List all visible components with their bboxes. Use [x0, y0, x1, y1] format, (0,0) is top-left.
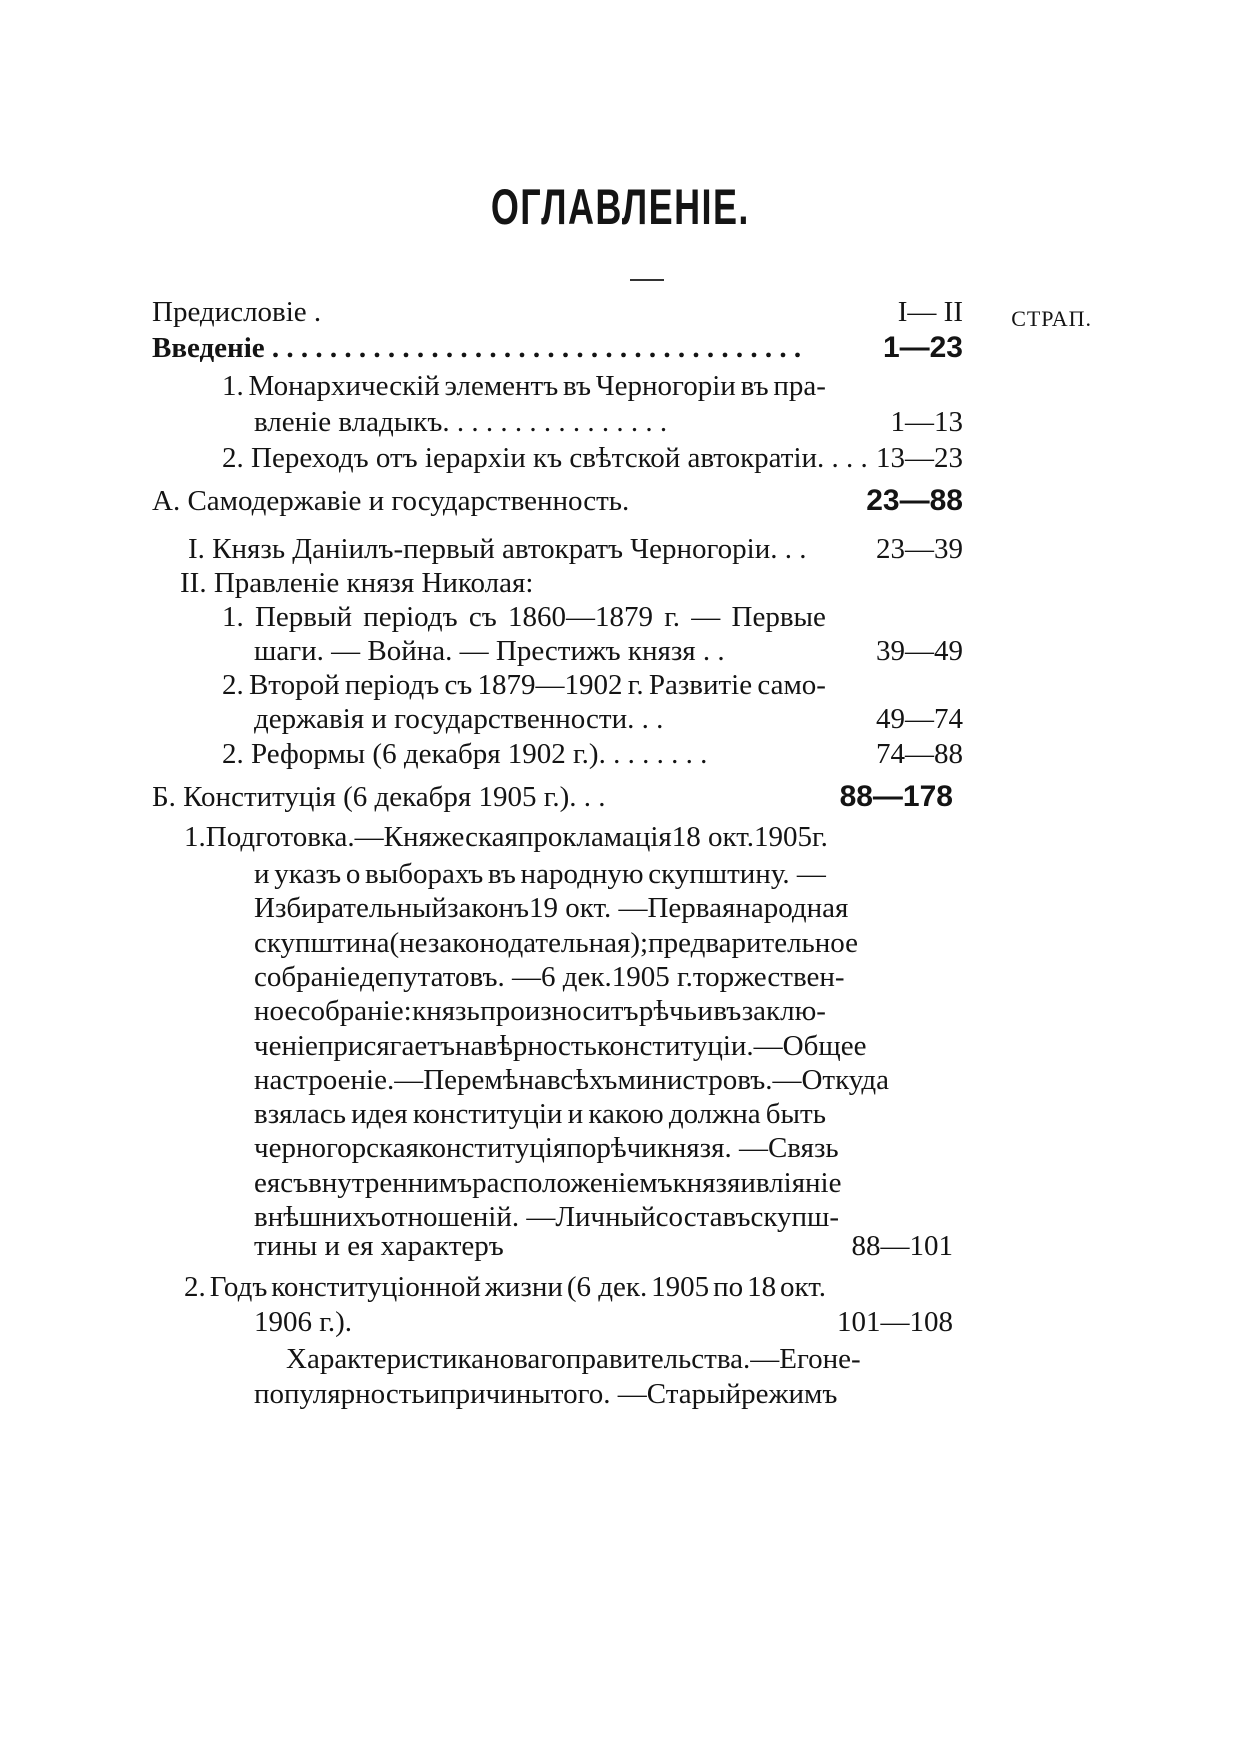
- toc-entry-b-2-line2: 1906 г.).: [254, 1306, 353, 1338]
- word: прокламація: [517, 821, 672, 853]
- word: отношеній. —: [380, 1201, 556, 1233]
- word: всѣхъ: [546, 1064, 618, 1096]
- word: 1879—1902: [477, 669, 623, 701]
- toc-entry-intro-1-line2: вленіе владыкъ. . . . . . . . . . . . . . . .: [254, 406, 668, 438]
- word: настроеніе.—Перемѣна: [254, 1064, 547, 1096]
- toc-entry-b-1-line1: [184, 817, 826, 857]
- toc-entry-a-2-1-line2: шаги. — Война. — Престижъ князя . .: [254, 635, 725, 667]
- word: 1905: [651, 1271, 710, 1303]
- toc-entry-intro-2: 2. Переходъ отъ іерархіи къ свѣтской автократіи. . . .: [222, 442, 868, 474]
- page-title: ОГЛАВЛЕНІЕ.: [490, 179, 750, 235]
- word: жизни: [484, 1271, 563, 1303]
- word: 18 окт.: [671, 821, 754, 853]
- toc-entry-a-2-2-line2: державія и государственности. . .: [254, 703, 664, 735]
- word: 1.: [184, 821, 206, 853]
- word: расположеніемъ: [472, 1167, 673, 1199]
- word: не-: [822, 1343, 861, 1375]
- word: скупштина: [254, 927, 390, 959]
- word: 18: [747, 1271, 777, 1303]
- word: конституціонной: [271, 1271, 481, 1303]
- toc-entry-a-1: I. Князь Даніилъ-первый автократъ Черногоріи. . .: [188, 533, 807, 565]
- word: въ: [487, 858, 516, 890]
- word: рѣчь: [638, 995, 697, 1027]
- word: собраніе:: [297, 995, 412, 1027]
- word: министровъ.—Откуда: [617, 1064, 890, 1096]
- word: присягаетъ: [317, 1030, 455, 1062]
- title-divider: [630, 279, 664, 281]
- word: скупш-: [750, 1201, 840, 1233]
- word: взялась: [254, 1098, 346, 1130]
- word: должна: [668, 1098, 761, 1130]
- word: князя: [672, 1167, 741, 1199]
- word: Первый: [254, 601, 352, 633]
- word: Первая: [647, 892, 736, 924]
- toc-pages-b-1: 88—101: [851, 1230, 953, 1262]
- toc-pages-intro-1: 1—13: [890, 406, 963, 438]
- word: вѣрность: [483, 1030, 597, 1062]
- word: ное: [254, 995, 298, 1027]
- word: Черногоріи: [595, 370, 736, 402]
- word: и: [424, 1378, 441, 1410]
- word: и: [567, 1098, 584, 1130]
- word: съ: [280, 1167, 309, 1199]
- word: идея: [351, 1098, 408, 1130]
- toc-entry-b-1-body-line: [254, 1128, 839, 1168]
- toc-pages-preface: I— II: [897, 296, 963, 328]
- toc-pages-a-2-1: 39—49: [876, 635, 963, 667]
- word: въ: [740, 370, 769, 402]
- word: скупштину. —: [648, 858, 826, 890]
- word: —: [691, 601, 721, 633]
- word: внѣшнихъ: [254, 1201, 381, 1233]
- word: предварительное: [648, 927, 859, 959]
- word: въ: [713, 995, 742, 1027]
- word: г.: [811, 821, 828, 853]
- toc-entry-b-2-desc-line2: [254, 1374, 838, 1414]
- word: Развитіе: [648, 669, 753, 701]
- word: ея: [254, 1167, 281, 1199]
- word: 2.: [222, 669, 244, 701]
- toc-entry-a-2: II. Правленіе князя Николая:: [180, 567, 534, 599]
- toc-pages-a-2-3: 74—88: [876, 738, 963, 770]
- toc-pages-intro-2: 13—23: [876, 442, 963, 474]
- word: конституція: [418, 1132, 567, 1164]
- word: ченіе: [254, 1030, 318, 1062]
- word: по: [566, 1132, 597, 1164]
- word: 6 дек.: [541, 961, 612, 993]
- word: популярность: [254, 1378, 425, 1410]
- word: Княжеская: [383, 821, 518, 853]
- word: составъ: [655, 1201, 751, 1233]
- word: рѣчи: [596, 1132, 657, 1164]
- word: князь: [412, 995, 480, 1027]
- word: о: [345, 858, 361, 890]
- toc-section-b: Б. Конституція (6 декабря 1905 г.). . .: [152, 781, 606, 813]
- word: Первые: [731, 601, 826, 633]
- word: быть: [765, 1098, 826, 1130]
- word: по: [713, 1271, 744, 1303]
- toc-entry-b-2-line1: [184, 1267, 826, 1307]
- word: (6 дек.: [566, 1271, 648, 1303]
- toc-entry-preface: Предисловіе .: [152, 296, 322, 328]
- word: періодъ: [363, 601, 458, 633]
- word: элементъ: [444, 370, 559, 402]
- word: Годъ: [209, 1271, 268, 1303]
- word: —: [354, 821, 384, 853]
- word: депутатовъ. —: [359, 961, 542, 993]
- toc-pages-intro: 1—23: [882, 331, 963, 364]
- word: 1905 г.: [611, 961, 693, 993]
- word: правительства.—Его: [565, 1343, 823, 1375]
- word: 1.: [222, 601, 244, 633]
- toc-pages-section-b: 88—178: [839, 780, 953, 813]
- word: 2.: [184, 1271, 206, 1303]
- word: Характеристика: [286, 1343, 485, 1375]
- word: и: [254, 858, 270, 890]
- word: того. —: [550, 1378, 647, 1410]
- toc-pages-a-2-2: 49—74: [876, 703, 963, 735]
- word: народную: [520, 858, 644, 890]
- word: пра-: [773, 370, 826, 402]
- word: на: [454, 1030, 484, 1062]
- toc-entry-a-2-3: 2. Реформы (6 декабря 1902 г.). . . . . . . .: [222, 738, 708, 770]
- word: конституціи: [412, 1098, 563, 1130]
- word: черногорская: [254, 1132, 419, 1164]
- word: законъ: [447, 892, 530, 924]
- word: Личный: [555, 1201, 656, 1233]
- word: причины: [440, 1378, 551, 1410]
- word: и: [697, 995, 713, 1027]
- word: Связь: [767, 1132, 839, 1164]
- toc-pages-b-2: 101—108: [837, 1306, 953, 1338]
- word: какою: [588, 1098, 664, 1130]
- word: г.: [627, 669, 644, 701]
- word: торжествен-: [692, 961, 845, 993]
- toc-pages-a-1: 23—39: [876, 533, 963, 565]
- word: само-: [757, 669, 826, 701]
- word: (незаконодательная);: [389, 927, 649, 959]
- word: Избирательный: [254, 892, 448, 924]
- word: собраніе: [254, 961, 360, 993]
- toc-entry-intro-1-line1: [222, 366, 826, 406]
- word: вліяніе: [755, 1167, 842, 1199]
- word: Монархическій: [248, 370, 440, 402]
- word: князя. —: [656, 1132, 768, 1164]
- word: Подготовка.: [205, 821, 355, 853]
- word: произноситъ: [480, 995, 639, 1027]
- word: съ: [468, 601, 497, 633]
- word: 19 окт. —: [529, 892, 648, 924]
- word: народная: [735, 892, 849, 924]
- word: выборахъ: [365, 858, 484, 890]
- word: въ: [563, 370, 591, 402]
- word: внутреннимъ: [308, 1167, 473, 1199]
- word: конституціи.—Общее: [596, 1030, 867, 1062]
- word: 1905: [753, 821, 812, 853]
- word: 1860—1879: [507, 601, 653, 633]
- word: съ: [444, 669, 473, 701]
- toc-entry-intro: Введеніе . . . . . . . . . . . . . . . . . . . . . . . . . . . . . . . . . . . . .: [152, 332, 802, 364]
- word: и: [740, 1167, 756, 1199]
- word: указъ: [274, 858, 342, 890]
- word: окт.: [780, 1271, 826, 1303]
- toc-entry-b-1-last-line: тины и ея характеръ: [254, 1230, 504, 1262]
- word: періодъ: [344, 669, 440, 701]
- pages-column-header: СТРАП.: [1011, 306, 1092, 331]
- toc-section-a: А. Самодержавіе и государственность.: [152, 485, 630, 517]
- toc-pages-section-a: 23—88: [866, 484, 963, 517]
- toc-entry-b-1-body-line: [254, 991, 826, 1031]
- toc-entry-b-2-desc-line1: [286, 1339, 861, 1379]
- word: режимъ: [741, 1378, 838, 1410]
- word: заклю-: [741, 995, 826, 1027]
- word: Второй: [248, 669, 340, 701]
- word: новаго: [484, 1343, 566, 1375]
- word: Старый: [646, 1378, 742, 1410]
- toc-entry-b-1-body-line: [254, 888, 849, 928]
- word: 1.: [222, 370, 244, 402]
- word: г.: [664, 601, 681, 633]
